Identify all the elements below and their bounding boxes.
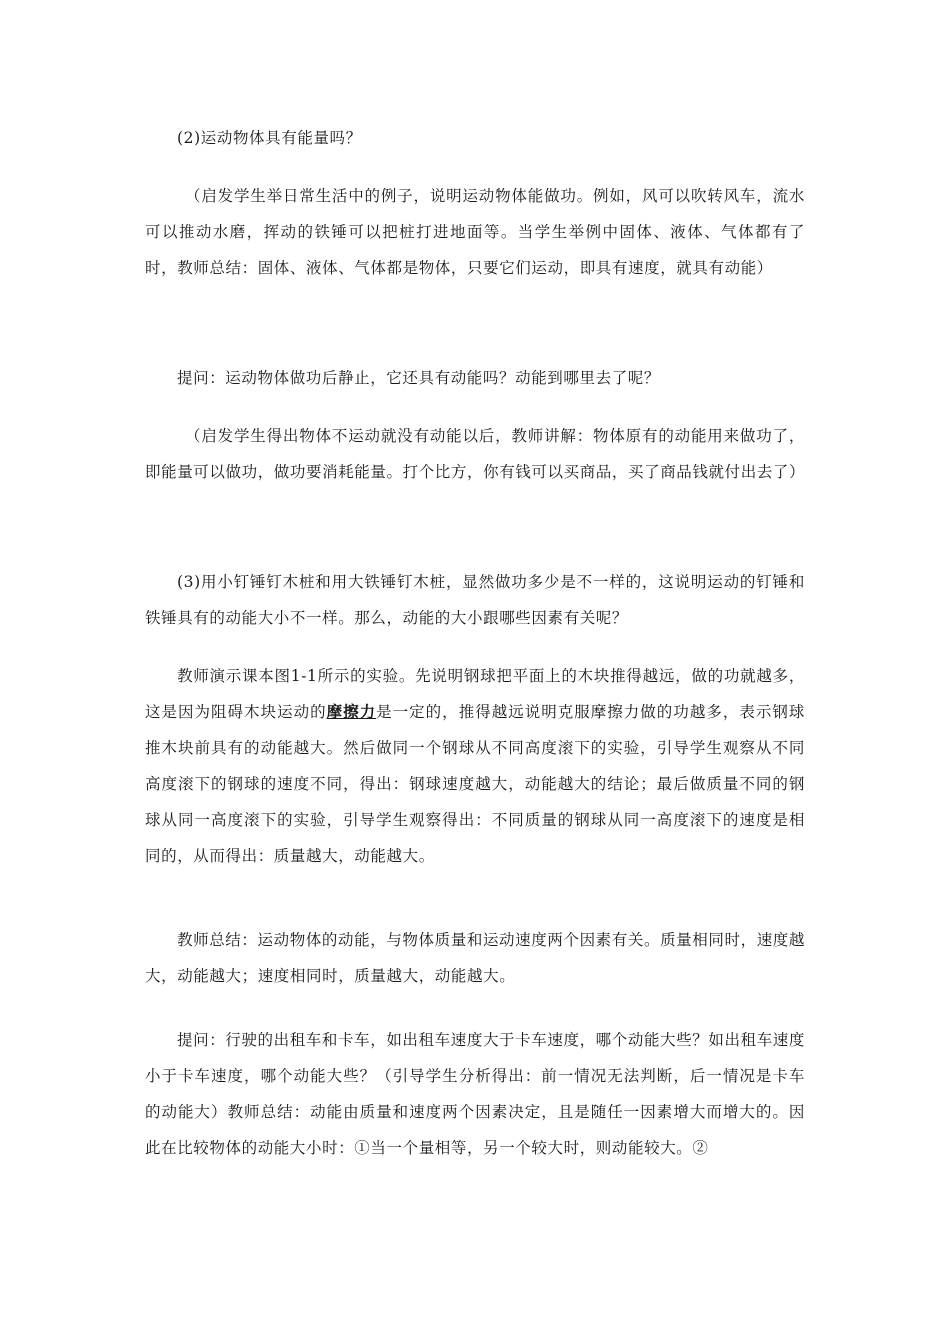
paragraph-examples — [145, 178, 805, 286]
paragraph-text: (3)用小钉锤钉木桩和用大铁锤钉木桩，显然做功多少是不一样的，这说明运动的钉锤和铁锤具有的动能大小不一样。那么，动能的大小跟哪些因素有关呢？ — [145, 573, 805, 627]
paragraph-text: 教师演示课本图1-1所示的实验。先说明钢球把平面上的木块推得越远，做的功就越多，这是因为阻碍木块运动的 — [145, 667, 805, 721]
paragraph-energy-consumption — [145, 418, 805, 490]
paragraph-text: 提问：运动物体做功后静止，它还具有动能吗？动能到哪里去了呢？ — [177, 369, 661, 387]
paragraph-hammer-question — [145, 564, 805, 636]
friction-keyword-link[interactable]: 摩擦力 — [326, 702, 377, 721]
paragraph-text: (2)运动物体具有能量吗？ — [177, 129, 362, 147]
paragraph-summary — [145, 922, 805, 994]
paragraph-taxi-truck — [145, 1022, 805, 1166]
paragraph-text: 是一定的，推得越远说明克服摩擦力做的功越多，表示钢球推木块前具有的动能越大。然后做同一个钢球从不同高度滚下的实验，引导学生观察从不同高度滚下的钢球的速度不同，得出：钢球速度越大，动能越大的结论；最后做质量不同的钢球从同一高度滚下的实验，引导学生观察得出：不同质量的钢球从同一高度滚下的速度是相同的，从而得出：质量越大，动能越大。 — [145, 703, 805, 865]
paragraph-text: 提问：行驶的出租车和卡车，如出租车速度大于卡车速度，哪个动能大些？如出租车速度小于卡车速度，哪个动能大些？（引导学生分析得出：前一情况无法判断，后一情况是卡车的动能大）教师总结：动能由质量和速度两个因素决定，且是随任一因素增大而增大的。因此在比较物体的动能大小时：①当一个量相等，另一个较大时，则动能较大。② — [145, 1031, 805, 1157]
paragraph-text: 教师总结：运动物体的动能，与物体质量和运动速度两个因素有关。质量相同时，速度越大，动能越大；速度相同时，质量越大，动能越大。 — [145, 931, 805, 985]
paragraph-text: （启发学生得出物体不运动就没有动能以后，教师讲解：物体原有的动能用来做功了，即能量可以做功，做功要消耗能量。打个比方，你有钱可以买商品，买了商品钱就付出去了） — [145, 427, 806, 481]
question-after-work — [145, 360, 805, 396]
paragraph-experiment — [145, 658, 805, 874]
paragraph-text: （启发学生举日常生活中的例子，说明运动物体能做功。例如，风可以吹转风车，流水可以推动水磨，挥动的铁锤可以把桩打进地面等。当学生举例中固体、液体、气体都有了时，教师总结：固体、液体、气体都是物体，只要它们运动，即具有速度，就具有动能） — [145, 187, 805, 277]
question-kinetic-energy — [145, 120, 805, 156]
